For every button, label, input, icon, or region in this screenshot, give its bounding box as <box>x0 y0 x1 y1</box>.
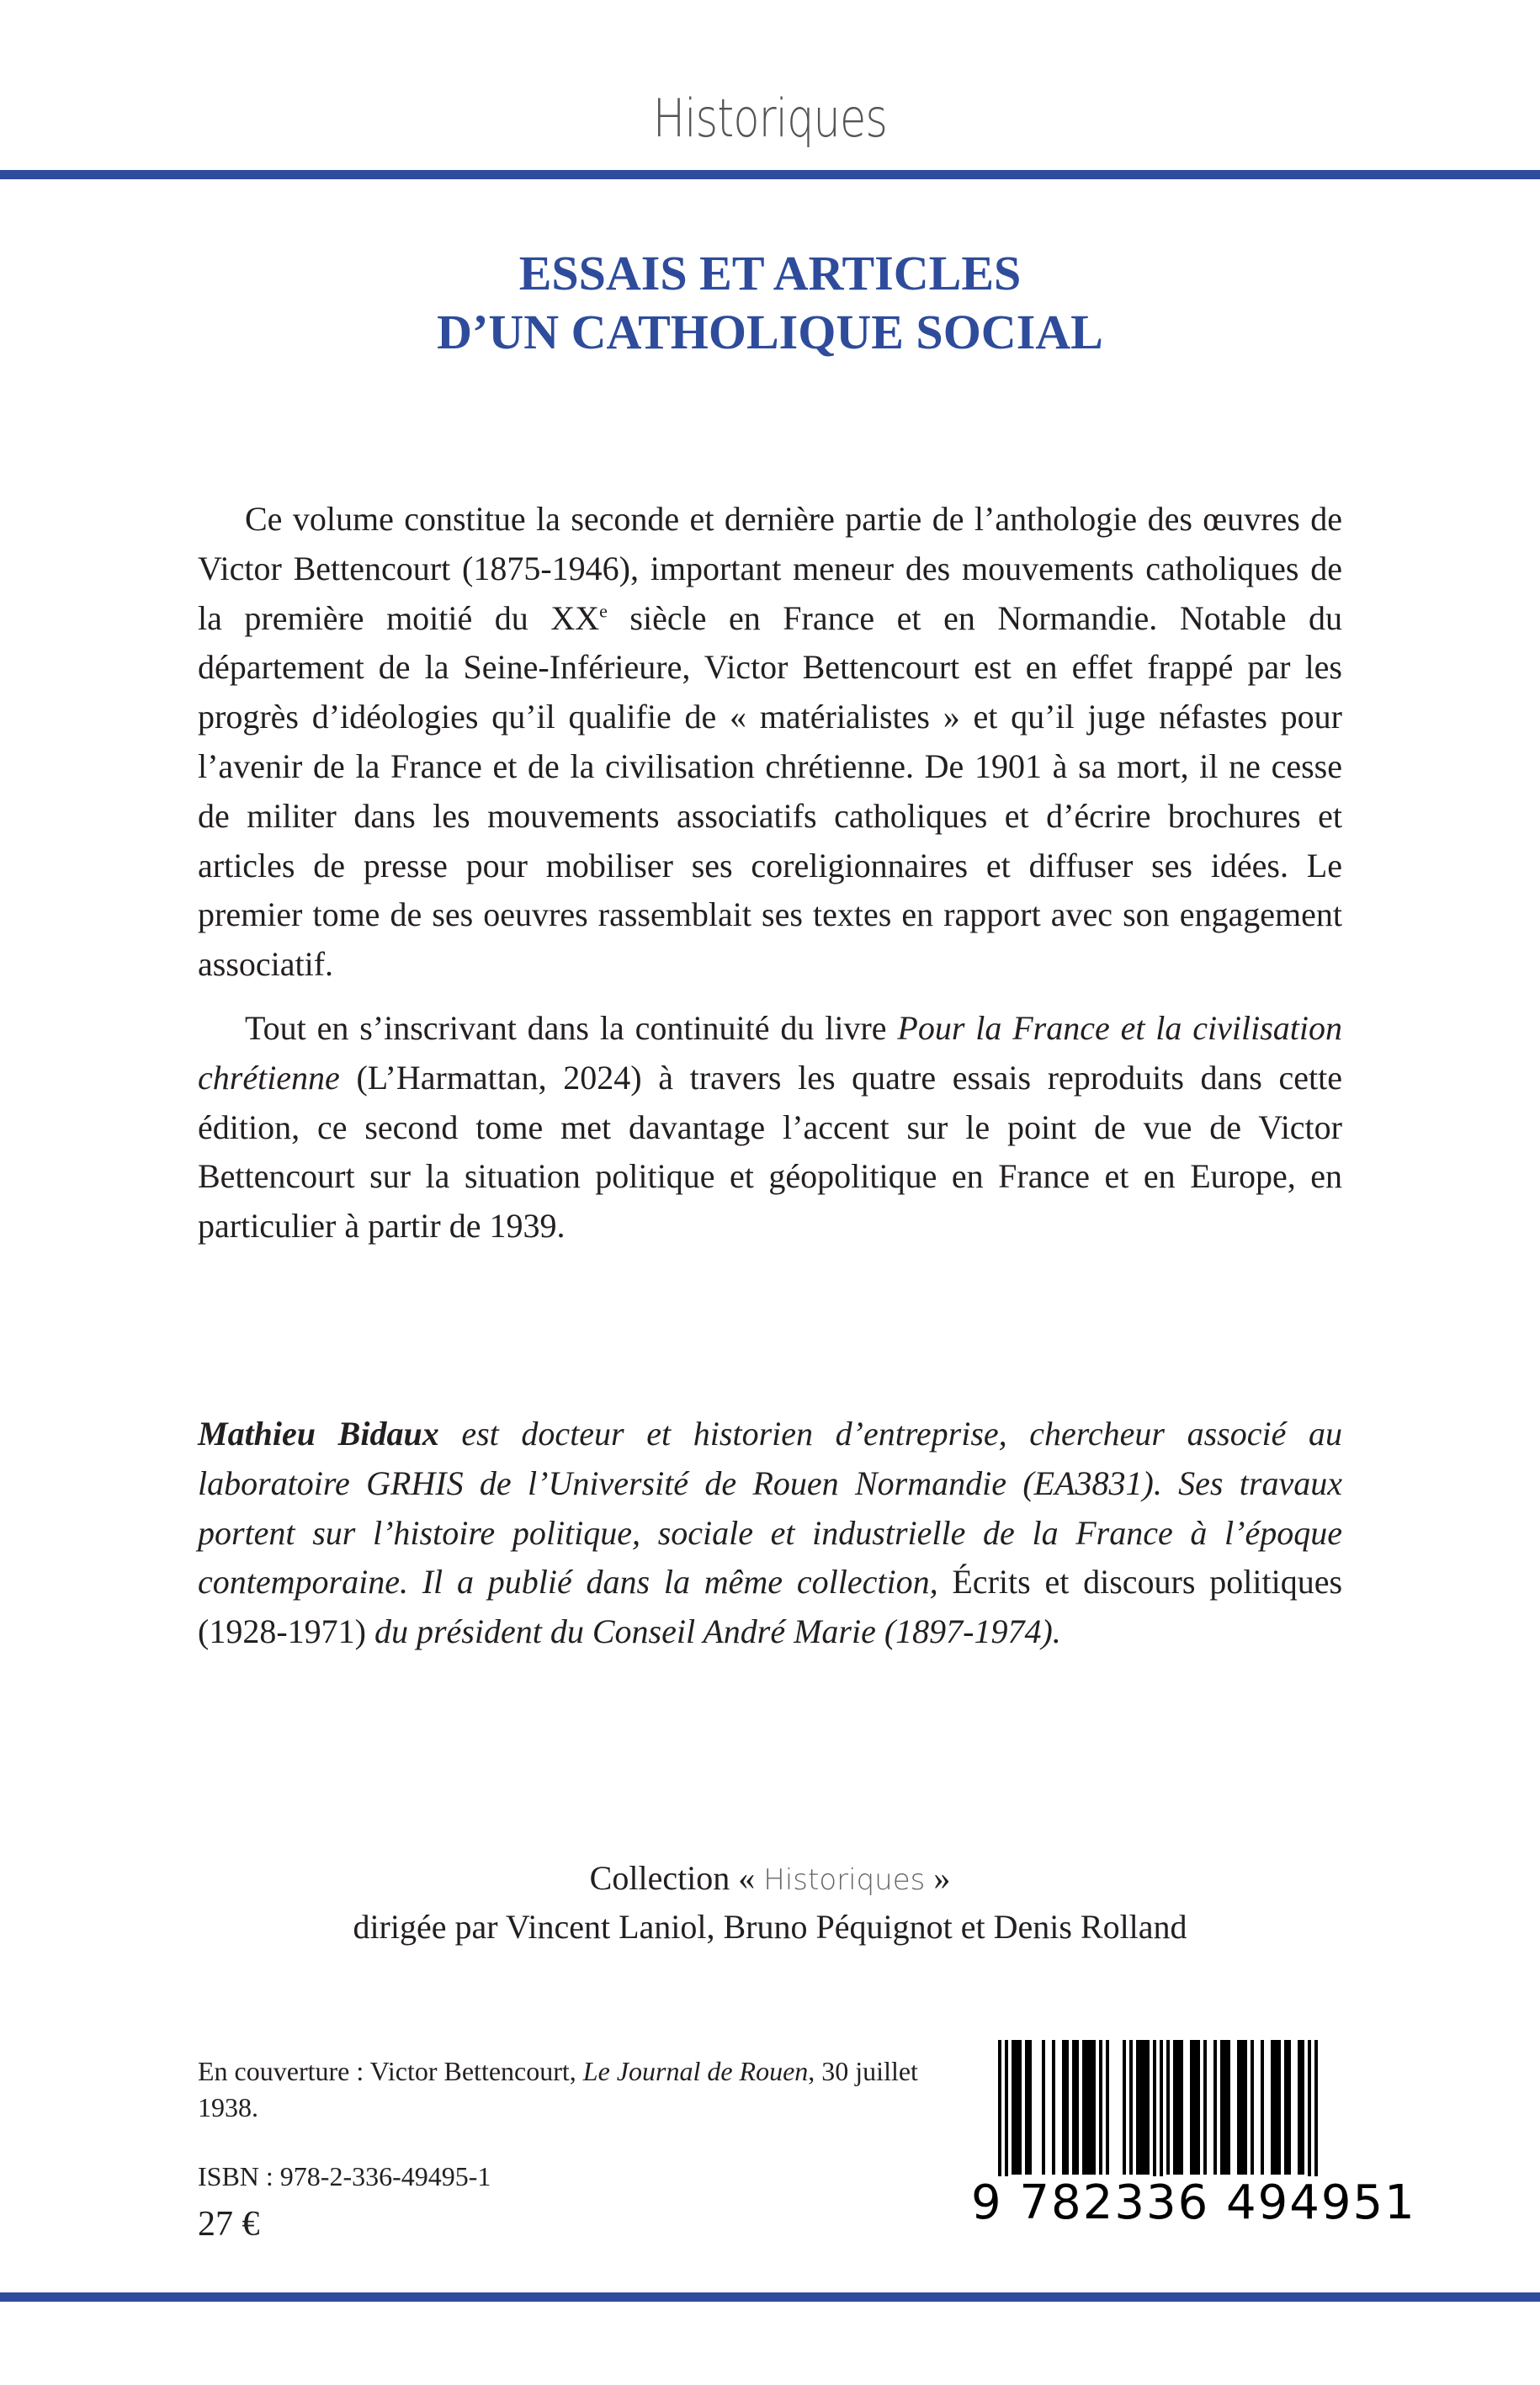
barcode-bar <box>1166 2040 1170 2175</box>
barcode-bar <box>1129 2040 1133 2175</box>
barcode-bar <box>1240 2040 1244 2175</box>
barcode-bar <box>1028 2040 1032 2175</box>
barcode-bar <box>1072 2040 1075 2175</box>
barcode-bar <box>1288 2040 1291 2175</box>
collection-line <box>0 1854 1540 1903</box>
barcode-bar <box>1065 2040 1069 2175</box>
barcode-bar <box>1298 2040 1301 2175</box>
author-bio <box>198 1410 1342 1657</box>
barcode-bar <box>1092 2040 1096 2175</box>
cover-credit-text-b: , 30 juillet 1938. <box>198 2056 918 2123</box>
blurb-p2-text-b: (L’Harmattan, 2024) à travers les quatre essais reproduits dans cette édition, ce second tome met davantage l’accent sur le point de vue de Victor Bettencourt sur la situation politique et géopolitique en France et en Europe, en particulier à partir de 1939. <box>198 1058 1342 1246</box>
book-title <box>0 244 1540 361</box>
barcode-bar <box>1099 2040 1102 2175</box>
barcode-bar <box>1146 2040 1150 2175</box>
cover-credit-source: Le Journal de Rouen <box>582 2056 809 2086</box>
barcode-bar <box>1106 2040 1109 2175</box>
barcode-bar <box>1062 2040 1065 2175</box>
blurb-paragraph-1 <box>198 495 1342 990</box>
barcode-bar <box>1193 2040 1197 2175</box>
bottom-rule <box>0 2292 1540 2302</box>
blurb-p1-text-b: siècle en France et en Normandie. Notable du département de la Seine-Inférieure, Victor Bettencourt est en effet frappé par les progrès d’idéologies qu’il qualifie de « matérialistes » et qu’il juge néfastes pour l’avenir de la France et de la civilisation chrétienne. De 1901 à sa mort, il ne cesse de militer dans les mouvements associatifs catholiques et d’écrire brochures et articles de presse pour mobiliser ses coreligionnaires et diffuser ses idées. Le premier tome de ses oeuvres rassemblait ses textes en rapport avec son engagement associatif. <box>198 598 1342 984</box>
barcode-bar <box>1160 2040 1163 2183</box>
price: 27 € <box>198 2205 260 2244</box>
collection-credit <box>0 1854 1540 1952</box>
barcode-bars <box>968 2040 1348 2183</box>
barcode-bar <box>1012 2040 1015 2175</box>
barcode-bar <box>1203 2040 1207 2175</box>
barcode-bar <box>1153 2040 1156 2183</box>
cover-credit <box>198 2053 921 2126</box>
barcode-bar <box>1005 2040 1008 2183</box>
barcode-bar <box>1018 2040 1022 2175</box>
collection-suffix: » <box>925 1859 951 1897</box>
author-bio-text-a: est docteur et historien d’entreprise, chercheur associé au laboratoire GRHIS de l’Université de Rouen Normandie (EA3831). Ses travaux portent sur l’histoire politique, sociale et industrielle de la France à l’époque contemporaine. Il a publié dans la même collection, <box>198 1415 1342 1602</box>
barcode-bar <box>998 2040 1001 2183</box>
barcode <box>968 2040 1416 2230</box>
barcode-bar <box>1314 2040 1318 2183</box>
series-logo: Historiques <box>652 88 888 149</box>
barcode-bar <box>1139 2040 1143 2175</box>
barcode-bar <box>1190 2040 1193 2175</box>
top-rule <box>0 170 1540 179</box>
barcode-bar <box>1086 2040 1089 2175</box>
barcode-bar <box>1277 2040 1281 2175</box>
barcode-bar <box>1197 2040 1200 2175</box>
barcode-bar <box>1237 2040 1240 2175</box>
author-bio-text-b: du président du Conseil André Marie (1897-1974). <box>365 1612 1061 1651</box>
collection-logo: Historiques <box>763 1863 926 1897</box>
author-name: Mathieu Bidaux <box>198 1415 439 1453</box>
barcode-bar <box>1224 2040 1227 2175</box>
barcode-bar <box>1176 2040 1180 2175</box>
isbn: ISBN : 978-2-336-49495-1 <box>198 2161 491 2191</box>
barcode-bar <box>1301 2040 1304 2175</box>
barcode-bar <box>1075 2040 1079 2175</box>
collection-prefix: Collection « <box>589 1859 764 1897</box>
blurb-p1-text-a: Ce volume constitue la seconde et dernière partie de l’anthologie des œuvres de Victor Bettencourt (1875-1946), important meneur des mouvements catholiques de la première moitié du XX <box>198 500 1342 637</box>
barcode-bar <box>1143 2040 1146 2175</box>
title-line-2: D’UN CATHOLIQUE SOCIAL <box>437 304 1103 359</box>
cover-credit-text-a: En couverture : Victor Bettencourt, <box>198 2056 583 2086</box>
century-superscript: e <box>599 600 608 622</box>
barcode-bar <box>1213 2040 1217 2175</box>
barcode-bar <box>1227 2040 1230 2175</box>
blurb-p2-text-a: Tout en s’inscrivant dans la continuité du livre <box>245 1009 898 1047</box>
barcode-bar <box>1244 2040 1247 2175</box>
barcode-bar <box>1284 2040 1288 2175</box>
barcode-bar <box>1136 2040 1139 2175</box>
collection-directors: dirigée par Vincent Laniol, Bruno Péquignot et Denis Rolland <box>353 1908 1187 1946</box>
barcode-bar <box>1015 2040 1018 2175</box>
barcode-bar <box>1173 2040 1176 2175</box>
barcode-bar <box>1052 2040 1055 2175</box>
barcode-bar <box>1274 2040 1277 2175</box>
barcode-bar <box>1082 2040 1086 2175</box>
title-line-1: ESSAIS ET ARTICLES <box>518 246 1022 300</box>
barcode-digits: 9 782336 494951 <box>968 2176 1348 2229</box>
referenced-book-title: Pour la France et la civilisation chrétienne <box>198 1009 1343 1097</box>
barcode-bar <box>1220 2040 1224 2175</box>
barcode-bar <box>1261 2040 1264 2175</box>
blurb-paragraph-2 <box>198 1004 1342 1251</box>
barcode-bar <box>1180 2040 1183 2175</box>
barcode-bar <box>1042 2040 1045 2175</box>
barcode-bar <box>1025 2040 1028 2175</box>
barcode-bar <box>1089 2040 1092 2175</box>
barcode-bar <box>1251 2040 1254 2175</box>
barcode-bar <box>1123 2040 1126 2175</box>
barcode-bar <box>1271 2040 1274 2175</box>
barcode-bar <box>1308 2040 1311 2183</box>
author-book-title: Écrits et discours politiques (1928-1971) <box>198 1563 1343 1651</box>
